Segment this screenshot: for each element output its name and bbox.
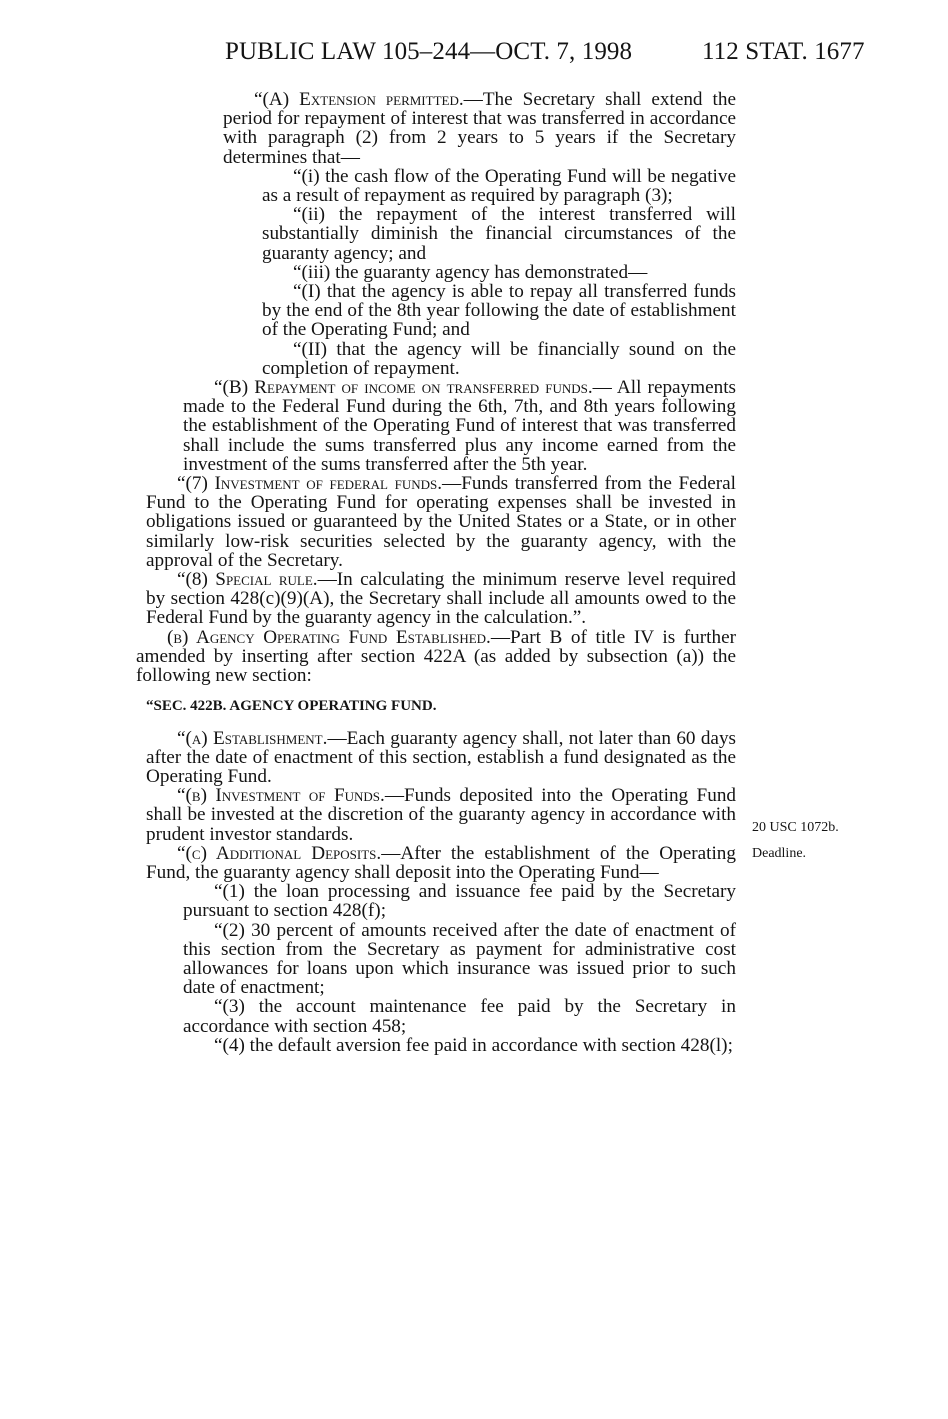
section-title: “SEC. 422B. AGENCY OPERATING FUND.	[146, 698, 437, 715]
paragraph-7-text: —Funds transferred from the Federal Fund to the Operating Fund for operating expenses shall be invested in obligations issued or guaranteed by the United States or a State, or in other similarly low-risk securities selected by the guaranty agency, with the approval of the Secretary.	[146, 473, 736, 571]
deposit-item-1: “(1) the loan processing and issuance fee paid by the Secretary pursuant to section 428(f);	[183, 881, 736, 922]
subclause-II: “(II) that the agency will be financially sound on the completion of repayment.	[262, 338, 736, 379]
clause-iii: “(iii) the guaranty agency has demonstrated—	[293, 261, 648, 283]
section-subsection-b-text: —Funds deposited into the Operating Fund shall be invested at the discretion of the guaranty agency in accordance with prudent investor standards.	[146, 785, 737, 845]
subparagraph-b-text: — All repayments made to the Federal Fund during the 6th, 7th, and 8th years following the establishment of the Operating Fund of interest that was transferred shall include the sums transferred plus any income earned from the investment of the sums transferred after the 5th year.	[183, 377, 736, 475]
section-subsection-c	[146, 844, 736, 882]
section-subsection-a-heading: “(a) Establishment.	[177, 727, 328, 749]
deposit-item-2: “(2) 30 percent of amounts received after the date of enactment of this section from the Secretary as payment for administrative cost allowances for loans upon which insurance was issued prior to such date of enactment;	[183, 919, 736, 999]
clause-i: “(i) the cash flow of the Operating Fund will be negative as a result of repayment as required by paragraph (3);	[262, 165, 736, 207]
section-subsection-b	[146, 786, 736, 844]
paragraph-7	[146, 474, 736, 570]
section-subsection-c-heading: “(c) Additional Deposits.	[177, 842, 382, 864]
subparagraph-a-heading: “(A) Extension permitted.	[254, 89, 464, 110]
subparagraph-b-heading: “(B) Repayment of income on transferred funds.	[214, 377, 593, 399]
page-header-law-date: PUBLIC LAW 105–244—OCT. 7, 1998	[225, 38, 633, 65]
subparagraph-a	[146, 90, 736, 167]
paragraph-8-text: —In calculating the minimum reserve level required by section 428(c)(9)(A), the Secretary shall include all amounts owed to the Federal Fund by the guaranty agency in the calculation.”.	[146, 569, 736, 629]
subparagraph-b	[146, 378, 736, 474]
subsection-b-heading: (b) Agency Operating Fund Established.	[167, 626, 491, 648]
subsection-b	[136, 628, 736, 686]
section-subsection-b-heading: “(b) Investment of Funds.	[177, 785, 385, 807]
margin-note-citation: 20 USC 1072b.	[752, 820, 839, 835]
paragraph-8-heading: “(8) Special rule.	[177, 569, 318, 591]
subparagraph-a-text: —The Secretary shall extend the period for repayment of interest that was transferred in accordance with paragraph (2) from 2 years to 5 years if the Secretary determines that—	[223, 89, 736, 168]
clause-ii: “(ii) the repayment of the interest transferred will substantially diminish the financial circumstances of the guaranty agency; and	[262, 204, 736, 264]
deposit-item-4: “(4) the default aversion fee paid in accordance with section 428(l);	[214, 1034, 733, 1056]
subsection-b-text: —Part B of title IV is further amended by inserting after section 422A (as added by subsection (a)) the following new section:	[136, 626, 736, 687]
page-header-stat-page: 112 STAT. 1677	[702, 38, 865, 65]
margin-note-deadline: Deadline.	[752, 846, 807, 861]
deposit-item-3: “(3) the account maintenance fee paid by the Secretary in accordance with section 458;	[183, 996, 736, 1037]
section-subsection-a-text: —Each guaranty agency shall, not later than 60 days after the date of enactment of this section, establish a fund designated as the Operating Fund.	[146, 727, 737, 787]
paragraph-8	[146, 570, 736, 628]
statute-body	[136, 89, 737, 1056]
section-subsection-c-text: —After the establishment of the Operating Fund, the guaranty agency shall deposit into the Operating Fund—	[146, 842, 736, 883]
subclause-I: “(I) that the agency is able to repay all transferred funds by the end of the 8th year following the date of establishment of the Operating Fund; and	[262, 281, 736, 341]
section-subsection-a	[146, 729, 736, 787]
paragraph-7-heading: “(7) Investment of federal funds.	[177, 473, 443, 495]
